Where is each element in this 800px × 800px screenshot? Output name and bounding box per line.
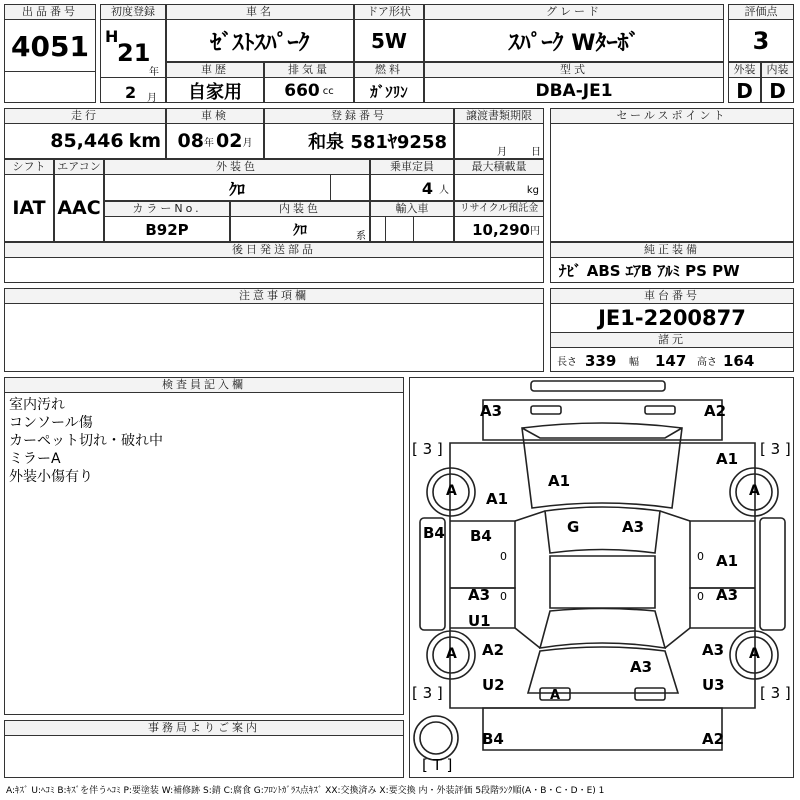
- mark-rear-bumper-r: A2: [702, 730, 725, 748]
- inspection-month: 02: [216, 130, 243, 152]
- dims-label: 諸元: [551, 332, 793, 348]
- history-cell: [166, 62, 264, 103]
- door-label: ドア形状: [355, 5, 423, 20]
- score-cell: [728, 4, 794, 62]
- first-reg-month: 2: [125, 83, 137, 102]
- chassis-value: JE1-2200877: [598, 306, 746, 330]
- int-grade-label: 内装: [762, 63, 793, 78]
- mark-tire-rl: A: [446, 646, 457, 662]
- ext-grade-label: 外装: [729, 63, 760, 78]
- door-value: 5W: [371, 29, 407, 53]
- equipment-label: 純正装備: [551, 243, 793, 258]
- ext-grade-value: D: [736, 79, 753, 103]
- aircon-label: エアコン: [55, 160, 103, 175]
- grade-value: ｽﾊﾟｰｸ Wﾀｰﾎﾞ: [508, 30, 640, 56]
- color-no-value: B92P: [145, 220, 189, 239]
- dims-width-label: 幅: [629, 357, 639, 368]
- transfer-label: 譲渡書類期限: [455, 109, 543, 124]
- dims-width: 147: [655, 351, 687, 370]
- shift-cell: [4, 159, 54, 242]
- caution-label: 注意事項欄: [5, 289, 543, 304]
- history-label: 車歴: [167, 63, 263, 78]
- legend: A:ｷｽﾞ U:ﾍｺﾐ B:ｷｽﾞを伴うﾍｺﾐ P:要塗装 W:補修跡 S:錆 C:腐食 G:ﾌﾛﾝﾄｶﾞﾗｽ点ｷｽﾞ XX:交換済み X:要交換 内・外装評価 5段階ﾗﾝｸ順(A・B・C・D・E) 1: [6, 786, 605, 796]
- inspector-notes: [5, 393, 403, 489]
- ext-color-cell: [104, 159, 370, 201]
- mark-door-rl: A3: [468, 586, 491, 604]
- mark-bracket-rl: [ 3 ]: [412, 684, 443, 702]
- capacity-cell: [370, 159, 454, 201]
- mark-windshield: G: [567, 518, 580, 536]
- import-label: 輸入車: [371, 202, 453, 217]
- mark-door-fr: A1: [716, 552, 739, 570]
- lot-label: 出品番号: [5, 5, 95, 20]
- int-color-cell: [230, 201, 370, 242]
- mark-roof-rear: A3: [630, 658, 653, 676]
- capacity-unit: 人: [439, 184, 449, 196]
- sales-point-cell: [550, 108, 794, 242]
- dims-height: 164: [723, 351, 755, 370]
- mark-fender-l: A1: [486, 490, 509, 508]
- ext-grade-cell: [728, 62, 761, 103]
- inspector-label: 検査員記入欄: [5, 378, 403, 393]
- fuel-cell: [354, 62, 424, 103]
- first-reg-cell: [100, 4, 166, 103]
- note-item: ミラーA: [9, 451, 61, 467]
- int-color-suffix: 系: [356, 231, 366, 242]
- transfer-cell: [454, 108, 544, 159]
- later-parts-label: 後日発送部品: [5, 243, 543, 258]
- mark-door-fl-o: 0: [500, 550, 507, 563]
- grade-label: グレード: [425, 5, 723, 20]
- chassis-label: 車台番号: [551, 289, 793, 304]
- mark-hood: A1: [548, 472, 571, 490]
- aircon-cell: [54, 159, 104, 242]
- lot-number: 4051: [11, 29, 89, 63]
- lot-cell: [4, 4, 96, 103]
- mark-sill-l: B4: [423, 524, 445, 542]
- grade-cell: [424, 4, 724, 62]
- mark-door-rl-u: U1: [468, 612, 491, 630]
- capacity-value: 4: [421, 178, 433, 198]
- mark-bracket-rr: [ 3 ]: [760, 684, 791, 702]
- mark-qtr-l: A2: [482, 641, 505, 659]
- transfer-month-unit: 月: [497, 147, 507, 158]
- recycle-label: リサイクル預託金: [455, 202, 543, 217]
- mark-bracket-fr: [ 3 ]: [760, 440, 791, 458]
- fuel-value: ｶﾞｿﾘﾝ: [370, 82, 408, 101]
- mark-rear-l: U2: [482, 676, 505, 694]
- first-reg-era: H: [105, 27, 119, 46]
- equipment-value: ﾅﾋﾞ ABS ｴｱB ｱﾙﾐ PS PW: [559, 262, 740, 280]
- color-no-label: カラーNo.: [105, 202, 229, 217]
- inspection-cell: [166, 108, 264, 159]
- car-name-cell: [166, 4, 354, 62]
- transfer-day-unit: 日: [531, 147, 541, 158]
- mark-door-rr-o: 0: [697, 590, 704, 603]
- dims-height-label: 高さ: [697, 357, 717, 368]
- recycle-unit: 円: [530, 226, 540, 237]
- first-reg-label: 初度登録: [101, 5, 165, 20]
- reg-no-label: 登録番号: [265, 109, 453, 124]
- mark-rear-bumper-l: B4: [482, 730, 504, 748]
- mark-door-fr-o: 0: [697, 550, 704, 563]
- score-value: 3: [752, 27, 770, 55]
- model-code-label: 型式: [425, 63, 723, 78]
- color-no-cell: [104, 201, 230, 242]
- model-code-cell: [424, 62, 724, 103]
- fuel-label: 燃料: [355, 63, 423, 78]
- inspection-label: 車検: [167, 109, 263, 124]
- office-cell: [4, 720, 404, 778]
- int-grade-value: D: [769, 79, 786, 103]
- mark-fender-r: A1: [716, 450, 739, 468]
- inspector-cell: [4, 377, 404, 715]
- inspection-year-unit: 年: [204, 137, 214, 149]
- chassis-cell: [550, 288, 794, 372]
- later-parts-cell: [4, 242, 544, 283]
- inspection-year: 08: [177, 130, 204, 152]
- mark-tire-fr: A: [749, 483, 760, 499]
- first-reg-month-unit: 月: [147, 93, 157, 103]
- int-color-value: ｸﾛ: [293, 222, 307, 239]
- note-item: カーペット切れ・破れ中: [9, 433, 163, 449]
- model-code-value: DBA-JE1: [535, 81, 613, 101]
- mark-tire-fl: A: [446, 483, 457, 499]
- history-value: 自家用: [188, 82, 242, 103]
- shift-label: シフト: [5, 160, 53, 175]
- max-load-unit: kg: [526, 185, 539, 196]
- car-name-value: ｾﾞｽﾄｽﾊﾟｰｸ: [210, 30, 310, 56]
- car-outline-graphic: [410, 378, 794, 778]
- import-cell: [370, 201, 454, 242]
- mark-qtr-r: A3: [702, 641, 725, 659]
- mileage-unit: km: [128, 130, 161, 152]
- displacement-label: 排気量: [265, 63, 353, 78]
- equipment-cell: [550, 242, 794, 283]
- door-cell: [354, 4, 424, 62]
- mark-fl-corner: A3: [480, 402, 503, 420]
- max-load-cell: [454, 159, 544, 201]
- note-item: 室内汚れ: [9, 397, 65, 413]
- recycle-value: 10,290: [472, 220, 530, 239]
- shift-value: IAT: [12, 197, 46, 219]
- displacement-value: 660: [284, 81, 320, 101]
- ext-color-label: 外装色: [105, 160, 369, 175]
- displacement-unit: cc: [322, 85, 334, 97]
- displacement-cell: [264, 62, 354, 103]
- mileage-value: 85,446: [50, 130, 124, 152]
- mark-tire-rr: A: [749, 646, 760, 662]
- ext-color-value: ｸﾛ: [228, 179, 245, 199]
- mark-spare: [ T ]: [422, 756, 453, 774]
- car-name-label: 車名: [167, 5, 353, 20]
- sales-point-label: セールスポイント: [551, 109, 793, 124]
- mark-door-rl-o: 0: [500, 590, 507, 603]
- mark-door-rr: A3: [716, 586, 739, 604]
- first-reg-year-unit: 年: [149, 67, 159, 78]
- recycle-cell: [454, 201, 544, 242]
- mileage-cell: [4, 108, 166, 159]
- mark-fr-corner: A2: [704, 402, 727, 420]
- dims-length-label: 長さ: [557, 357, 577, 368]
- mark-rear-center: A: [550, 688, 561, 703]
- office-label: 事務局よりご案内: [5, 721, 403, 736]
- caution-cell: [4, 288, 544, 372]
- note-item: コンソール傷: [9, 415, 93, 431]
- reg-no-value: 和泉 581ﾔ9258: [308, 132, 447, 153]
- int-grade-cell: [761, 62, 794, 103]
- inspection-month-unit: 月: [242, 137, 253, 149]
- mark-door-fl: B4: [470, 527, 492, 545]
- int-color-label: 内装色: [231, 202, 369, 217]
- score-label: 評価点: [729, 5, 793, 20]
- max-load-label: 最大積載量: [455, 160, 543, 175]
- mark-rear-r: U3: [702, 676, 725, 694]
- mark-bracket-fl: [ 3 ]: [412, 440, 443, 458]
- first-reg-year: 21: [117, 39, 151, 67]
- note-item: 外装小傷有り: [9, 469, 93, 485]
- aircon-value: AAC: [57, 197, 101, 219]
- dims-row: [551, 348, 794, 372]
- mileage-label: 走行: [5, 109, 165, 124]
- car-diagram: [409, 377, 794, 778]
- reg-no-cell: [264, 108, 454, 159]
- dims-length: 339: [585, 351, 617, 370]
- mark-roof-front: A3: [622, 518, 645, 536]
- capacity-label: 乗車定員: [371, 160, 453, 175]
